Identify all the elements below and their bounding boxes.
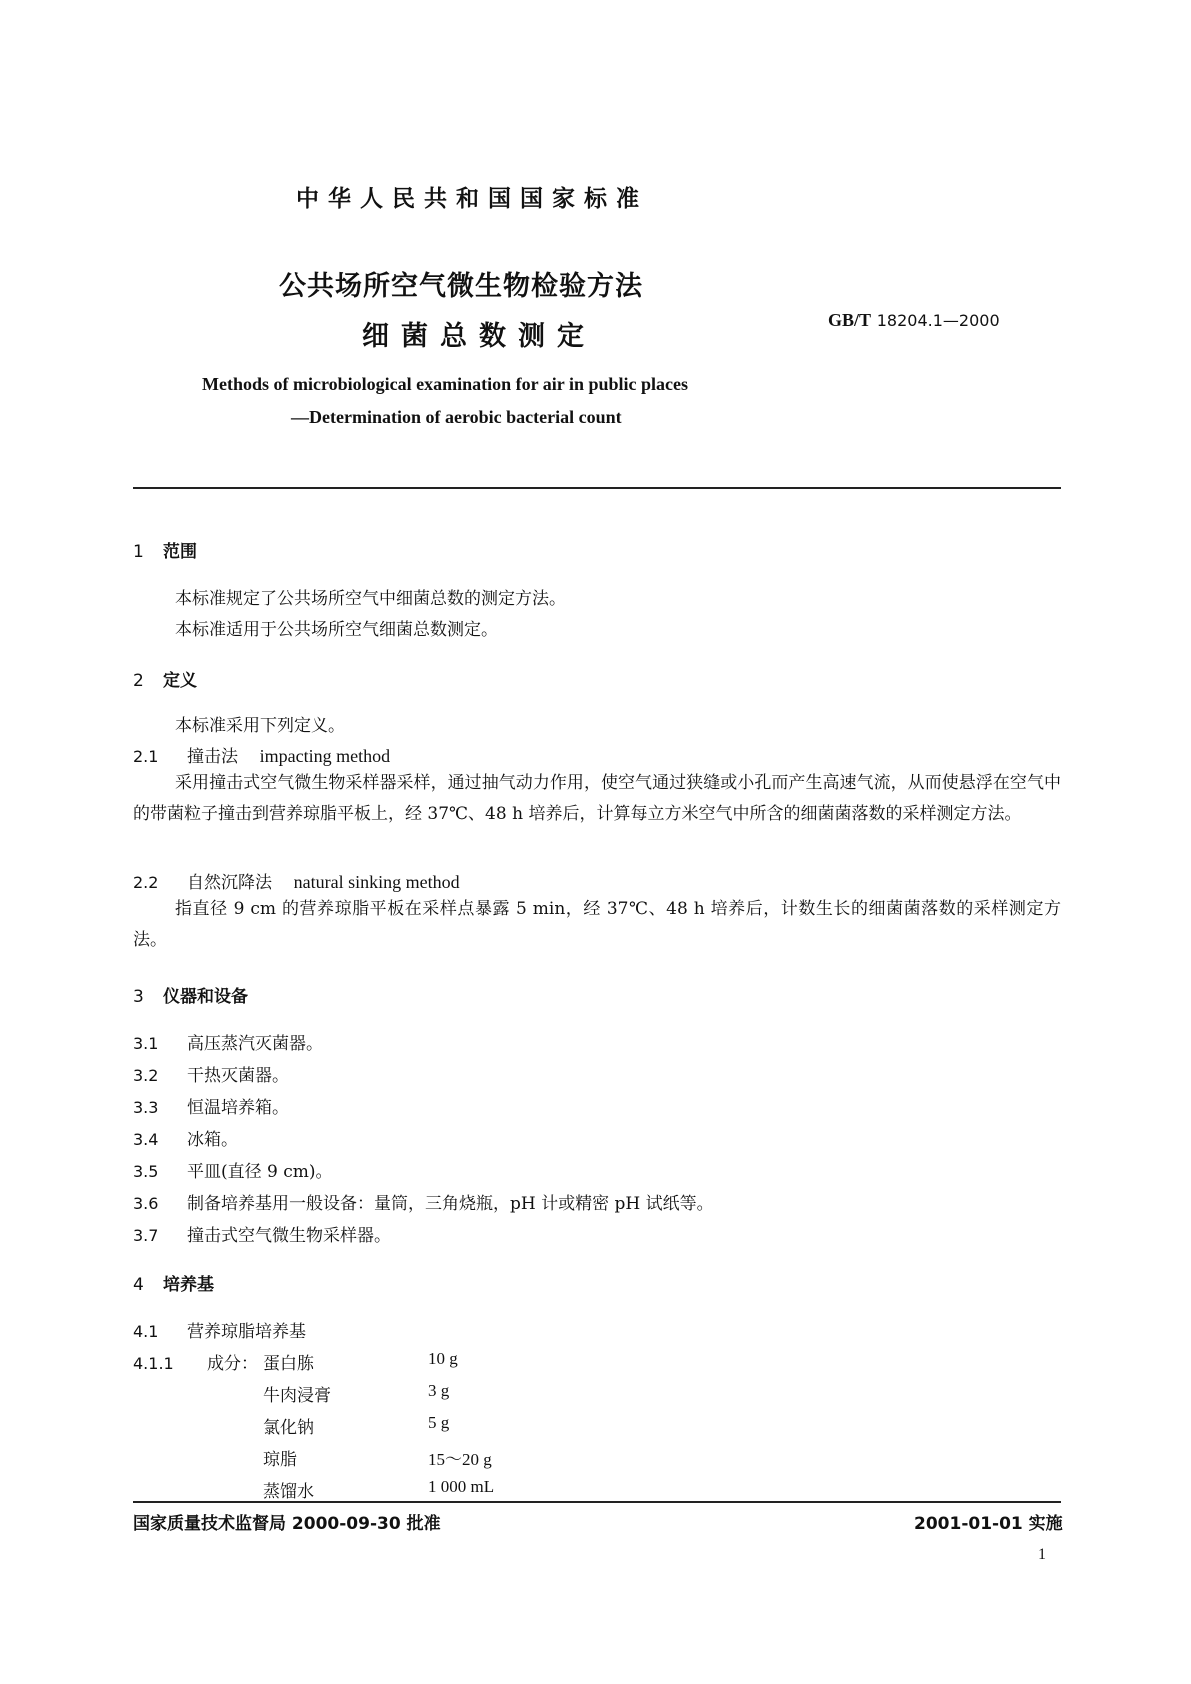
- standard-number: 18204.1—2000: [876, 311, 1000, 330]
- english-title-line2: —Determination of aerobic bacterial count: [291, 407, 622, 427]
- effective-date: 2001-01-01 实施: [914, 1514, 1063, 1534]
- equipment-item: [133, 1189, 714, 1214]
- ingredient-name: 蒸馏水: [263, 1482, 314, 1502]
- item-number: 2.2: [133, 873, 159, 892]
- ingredient-amount: 3 g: [428, 1381, 450, 1400]
- item-number: 2.1: [133, 747, 159, 766]
- equipment-item: [133, 1093, 289, 1118]
- section-3-heading: [133, 982, 248, 1007]
- page-number: 1: [1038, 1546, 1046, 1563]
- subsection-4-1-heading: [133, 1317, 306, 1342]
- item-text: 恒温培养箱。: [187, 1098, 289, 1118]
- equipment-item: [133, 1061, 289, 1086]
- item-text: 干热灭菌器。: [187, 1066, 289, 1086]
- standard-prefix: GB/T: [828, 310, 872, 330]
- item-number: 3.7: [133, 1226, 159, 1245]
- section-1-heading: [133, 537, 197, 562]
- item-text: 平皿(直径 9 cm)。: [187, 1162, 333, 1182]
- definition-2-2-text: 指直径 9 cm 的营养琼脂平板在采样点暴露 5 min，经 37℃、48 h 培养后，计数生长的细菌菌落数的采样测定方法。: [133, 899, 1061, 950]
- standard-code: [828, 310, 1000, 331]
- section-title: 范围: [163, 542, 197, 562]
- composition-label: 成分：: [207, 1354, 258, 1374]
- definition-2-1-text: 采用撞击式空气微生物采样器采样，通过抽气动力作用，使空气通过狭缝或小孔而产生高速气流，从而使悬浮在空气中的带菌粒子撞击到营养琼脂平板上，经 37℃、48 h 培养后，计算每立方米空气中所含的细菌菌落数的采样测定方法。: [133, 773, 1061, 824]
- section-number: 3: [133, 987, 144, 1007]
- ingredient-amount: 5 g: [428, 1413, 450, 1432]
- footer-divider: [133, 1501, 1061, 1503]
- definition-term-english: impacting method: [259, 746, 391, 766]
- document-subtitle: 细菌总数测定: [362, 321, 596, 352]
- item-text: 冰箱。: [187, 1130, 238, 1150]
- section-2-heading: [133, 666, 197, 691]
- ingredient-name: 牛肉浸膏: [263, 1386, 331, 1406]
- ingredient-amount: 1 000 mL: [428, 1477, 495, 1496]
- definition-term: 自然沉降法: [187, 873, 272, 893]
- section-title: 培养基: [163, 1275, 214, 1295]
- item-number: 3.5: [133, 1162, 159, 1181]
- paragraph: 本标准采用下列定义。: [175, 716, 345, 736]
- section-4-heading: [133, 1270, 214, 1295]
- ingredient-name: 蛋白胨: [263, 1354, 314, 1374]
- ingredient-amount: 15～20 g: [428, 1450, 492, 1469]
- subsection-title: 营养琼脂培养基: [187, 1322, 306, 1342]
- section-title: 定义: [163, 671, 197, 691]
- item-text: 制备培养基用一般设备：量筒，三角烧瓶，pH 计或精密 pH 试纸等。: [187, 1194, 714, 1214]
- section-number: 2: [133, 671, 144, 691]
- definition-term-english: natural sinking method: [293, 872, 460, 892]
- definition-2-1-heading: [133, 742, 390, 767]
- item-number: 3.1: [133, 1034, 159, 1053]
- composition-heading: [133, 1349, 258, 1374]
- document-title: 公共场所空气微生物检验方法: [279, 271, 643, 302]
- item-number: 4.1.1: [133, 1354, 174, 1373]
- definition-2-2-heading: [133, 868, 460, 893]
- paragraph: 本标准适用于公共场所空气细菌总数测定。: [175, 620, 498, 640]
- approval-note: 国家质量技术监督局 2000-09-30 批准: [133, 1514, 441, 1534]
- english-title-line1: Methods of microbiological examination for air in public places: [202, 374, 688, 394]
- section-number: 1: [133, 542, 144, 562]
- equipment-item: [133, 1125, 238, 1150]
- item-number: 3.3: [133, 1098, 159, 1117]
- item-number: 3.6: [133, 1194, 159, 1213]
- paragraph: 本标准规定了公共场所空气中细菌总数的测定方法。: [175, 589, 566, 609]
- header-divider: [133, 487, 1061, 489]
- ingredient-name: 氯化钠: [263, 1418, 314, 1438]
- item-number: 4.1: [133, 1322, 159, 1341]
- national-standard-heading: 中华人民共和国国家标准: [296, 185, 648, 212]
- item-text: 高压蒸汽灭菌器。: [187, 1034, 323, 1054]
- ingredient-amount: 10 g: [428, 1349, 458, 1368]
- ingredient-name: 琼脂: [263, 1450, 297, 1470]
- item-text: 撞击式空气微生物采样器。: [187, 1226, 391, 1246]
- definition-term: 撞击法: [187, 747, 238, 767]
- equipment-item: [133, 1221, 391, 1246]
- section-number: 4: [133, 1275, 144, 1295]
- item-number: 3.2: [133, 1066, 159, 1085]
- item-number: 3.4: [133, 1130, 159, 1149]
- equipment-item: [133, 1029, 323, 1054]
- section-title: 仪器和设备: [163, 987, 248, 1007]
- equipment-item: [133, 1157, 333, 1182]
